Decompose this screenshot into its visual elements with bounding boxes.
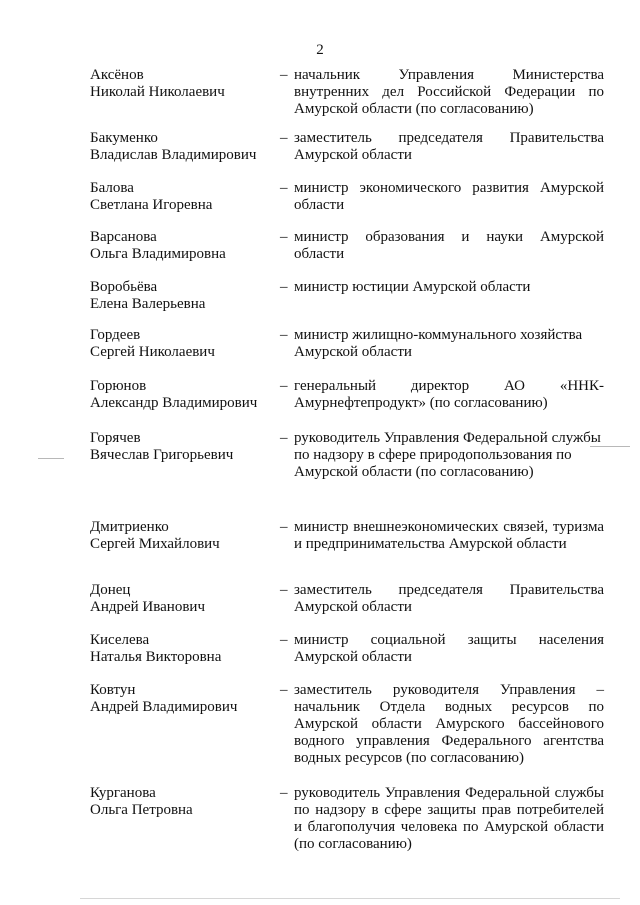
page-number: 2 [316,42,324,58]
member-surname: Дмитриенко [90,519,169,535]
separator-dash: – [280,130,288,146]
member-name [90,378,275,412]
separator-dash: – [280,632,288,648]
member-given-names: Светлана Игоревна [90,197,213,213]
member-given-names: Елена Валерьевна [90,296,206,312]
member-name [90,582,275,616]
member-name [90,519,275,553]
member-position: заместитель руководителя Управления – начальник Отдела водных ресурсов по Амурской области Амурского бассейнового водного управления Федерального агентства водных ресурсов (по согласованию) [294,682,604,766]
commission-member-entry [0,67,640,127]
member-given-names: Ольга Владимировна [90,246,226,262]
member-name [90,785,275,819]
member-given-names: Александр Владимирович [90,395,258,411]
member-surname: Аксёнов [90,67,144,83]
member-name [90,67,275,101]
member-position: генеральный директор АО «ННК-Амурнефтепродукт» (по согласованию) [294,378,604,411]
separator-dash: – [280,67,288,83]
member-name [90,632,275,666]
member-name [90,279,275,313]
member-position: заместитель председателя Правительства Амурской области [294,582,604,615]
separator-dash: – [280,378,288,394]
member-position: министр жилищно-коммунального хозяйства Амурской области [294,327,583,360]
member-surname: Горюнов [90,378,147,394]
separator-dash: – [280,582,288,598]
separator-dash: – [280,180,288,196]
member-given-names: Сергей Михайлович [90,536,220,552]
member-given-names: Вячеслав Григорьевич [90,447,234,463]
member-surname: Воробьёва [90,279,158,295]
scan-edge-line [80,898,620,899]
commission-member-entry [0,430,640,490]
scan-speck [590,446,630,447]
member-position: министр внешнеэкономических связей, туризма и предпринимательства Амурской области [294,519,604,552]
commission-member-entry [0,378,640,438]
member-given-names: Андрей Владимирович [90,699,238,715]
member-surname: Донец [90,582,131,598]
member-position: начальник Управления Министерства внутренних дел Российской Федерации по Амурской области (по согласованию) [294,67,604,117]
member-given-names: Сергей Николаевич [90,344,215,360]
member-surname: Курганова [90,785,156,801]
member-position: министр экономического развития Амурской области [294,180,604,213]
separator-dash: – [280,430,288,446]
member-surname: Варсанова [90,229,157,245]
member-given-names: Андрей Иванович [90,599,205,615]
scan-speck [38,458,64,459]
member-position: министр юстиции Амурской области [294,279,531,295]
member-position: заместитель председателя Правительства Амурской области [294,130,604,163]
commission-member-entry [0,682,640,766]
member-name [90,229,275,263]
member-given-names: Владислав Владимирович [90,147,257,163]
member-surname: Горячев [90,430,141,446]
member-name [90,682,275,716]
separator-dash: – [280,785,288,801]
separator-dash: – [280,682,288,698]
commission-member-entry [0,785,640,852]
member-position: руководитель Управления Федеральной службы по надзору в сфере защиты прав потребителей и благополучия человека по Амурской области (по согласованию) [294,785,604,852]
commission-member-entry [0,519,640,579]
member-given-names: Николай Николаевич [90,84,225,100]
separator-dash: – [280,327,288,343]
member-position: министр образования и науки Амурской области [294,229,604,262]
member-surname: Ковтун [90,682,136,698]
separator-dash: – [280,229,288,245]
member-surname: Киселева [90,632,150,648]
member-given-names: Ольга Петровна [90,802,193,818]
member-surname: Бакуменко [90,130,158,146]
member-position: руководитель Управления Федеральной службы по надзору в сфере природопользования по Амурской области (по согласованию) [294,430,601,480]
separator-dash: – [280,519,288,535]
member-surname: Гордеев [90,327,141,343]
member-position: министр социальной защиты населения Амурской области [294,632,604,665]
separator-dash: – [280,279,288,295]
member-name [90,130,275,164]
member-given-names: Наталья Викторовна [90,649,222,665]
member-name [90,327,275,361]
member-surname: Балова [90,180,134,196]
member-name [90,430,275,464]
member-name [90,180,275,214]
